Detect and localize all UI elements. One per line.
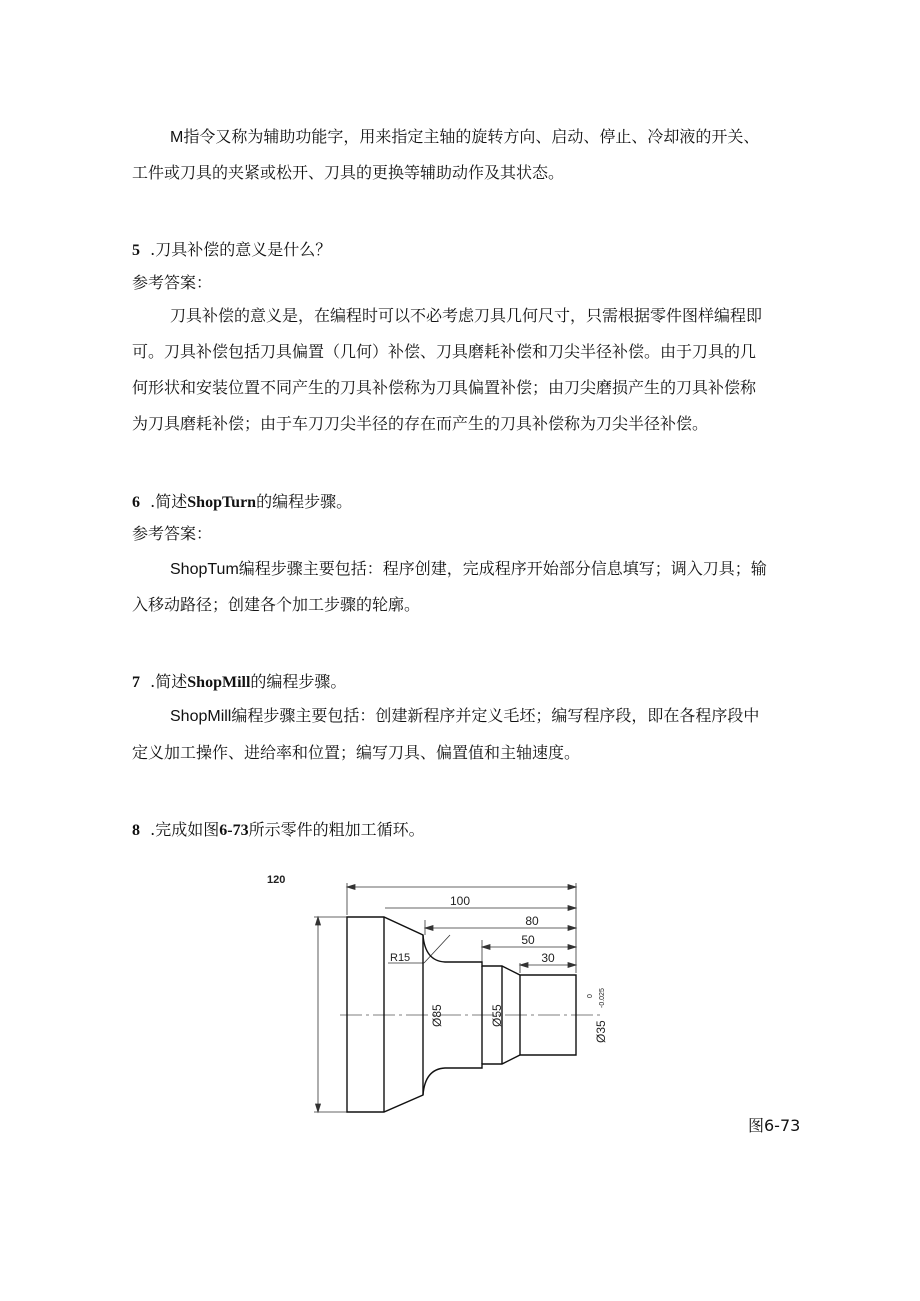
intro-line-1: M指令又称为辅助功能字，用来指定主轴的旋转方向、启动、停止、冷却液的开关、 [170, 127, 760, 146]
arrow [568, 945, 576, 950]
intro-line-2: 工件或刀具的夹紧或松开、刀具的更换等辅助动作及其状态。 [132, 163, 565, 182]
question-5-title: 5 .刀具补偿的意义是什么？ [132, 240, 332, 259]
arrow [568, 885, 576, 890]
part-drawing [267, 865, 630, 1115]
question-7-answer-line-2: 定义加工操作、进给率和位置；编写刀具、偏置值和主轴速度。 [132, 743, 581, 762]
dia-55-label: Ø55 [490, 1004, 504, 1027]
arrow [482, 945, 490, 950]
arrow [568, 926, 576, 931]
arrow [520, 963, 528, 968]
arrow [425, 926, 433, 931]
dia-85-label: Ø85 [430, 1004, 444, 1027]
question-6-answer-label: 参考答案： [132, 524, 213, 543]
question-7-title: 7 .简述ShopMill的编程步骤。 [132, 672, 347, 691]
dim-50-label: 50 [521, 933, 535, 947]
dim-30-label: 30 [541, 951, 555, 965]
dim-100-label: 100 [449, 894, 471, 908]
question-5-answer-line-4: 为刀具磨耗补偿；由于车刀刀尖半径的存在而产生的刀具补偿称为刀尖半径补偿。 [132, 414, 709, 433]
figure-caption: 图6-73 [748, 1116, 801, 1135]
dim-overall-label: 120 [267, 874, 286, 886]
part-profile [347, 917, 576, 1112]
dim-80-label: 80 [525, 914, 539, 928]
question-7-answer-line-1: ShopMill编程步骤主要包括：创建新程序并定义毛坯；编写程序段，即在各程序段中 [170, 706, 760, 725]
arrow [316, 1104, 321, 1112]
arrow [568, 906, 576, 911]
radius-leader [424, 935, 450, 963]
arrow [347, 885, 355, 890]
arrow [316, 917, 321, 925]
part-outline [347, 917, 576, 1112]
question-8-title: 8 .完成如图6-73所示零件的粗加工循环。 [132, 820, 425, 839]
question-6-answer-line-1: ShopTum编程步骤主要包括：程序创建，完成程序开始部分信息填写；调入刀具；输 [170, 559, 767, 578]
radius-label: R15 [390, 952, 411, 964]
question-5-answer-line-3: 何形状和安装位置不同产生的刀具补偿称为刀具偏置补偿；由刀尖磨损产生的刀具补偿称 [132, 378, 757, 397]
question-6-answer-line-2: 入移动路径；创建各个加工步骤的轮廓。 [132, 595, 421, 614]
question-6-title: 6 .简述ShopTurn的编程步骤。 [132, 492, 353, 511]
question-5-answer-label: 参考答案： [132, 273, 213, 292]
dia-35-tol-upper: 0 [587, 994, 594, 998]
dia-35-label: Ø35 [594, 1020, 608, 1043]
dia-35-tol-lower: -0.025 [599, 988, 606, 1008]
question-5-answer-line-1: 刀具补偿的意义是，在编程时可以不必考虑刀具几何尺寸，只需根据零件图样编程即 [170, 306, 763, 325]
question-5-answer-line-2: 可。刀具补偿包括刀具偏置（几何）补偿、刀具磨耗补偿和刀尖半径补偿。由于刀具的几 [132, 342, 757, 361]
arrow [568, 963, 576, 968]
